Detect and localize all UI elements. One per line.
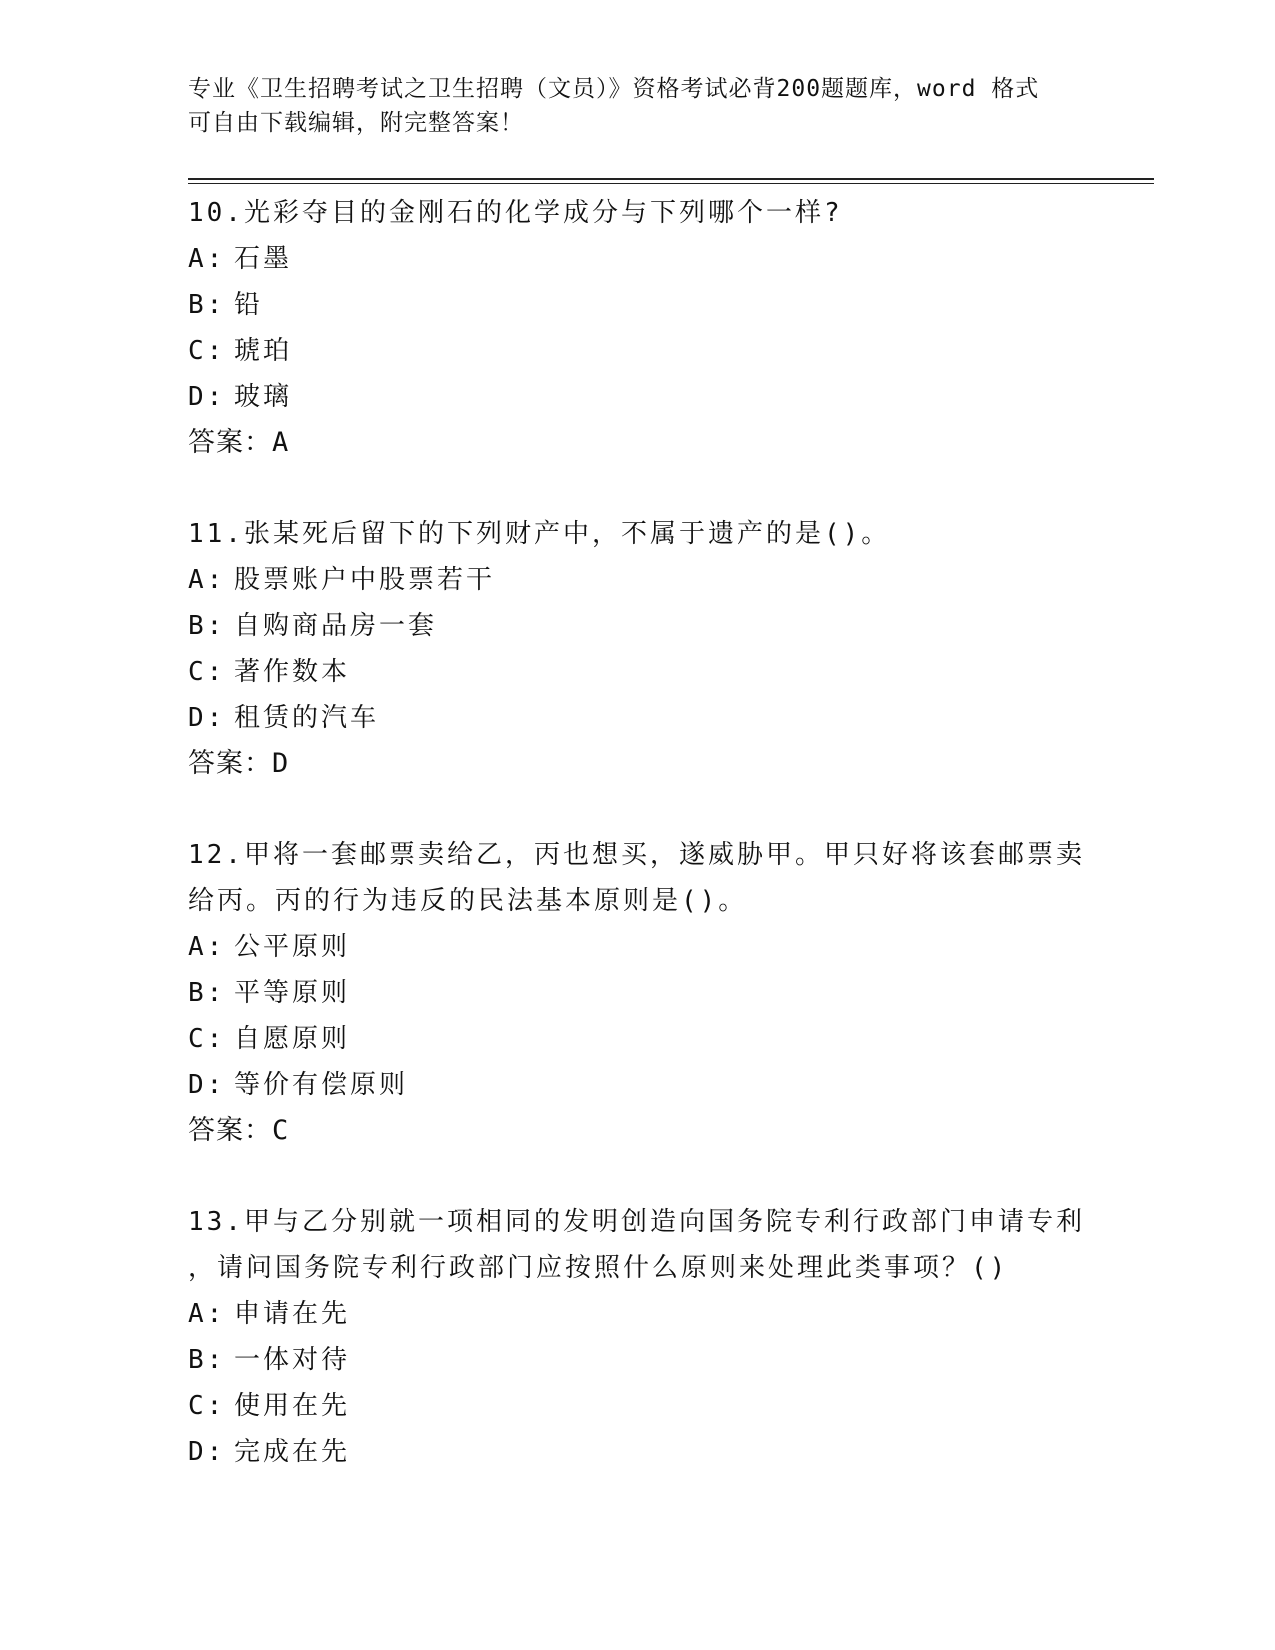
option-text: 玻璃 xyxy=(234,382,293,412)
option-letter: C: xyxy=(188,1391,226,1421)
header-divider-thick xyxy=(188,178,1154,180)
question-stem: 10.光彩夺目的金刚石的化学成分与下列哪个一样? xyxy=(188,198,843,228)
question-list xyxy=(188,190,1088,1475)
option-b xyxy=(188,1337,1088,1383)
option-text: 申请在先 xyxy=(234,1299,351,1329)
option-text: 公平原则 xyxy=(234,932,351,962)
option-d xyxy=(188,695,1088,741)
option-letter: B: xyxy=(188,978,226,1008)
option-c xyxy=(188,649,1088,695)
option-b xyxy=(188,970,1088,1016)
option-a xyxy=(188,236,1088,282)
option-text: 石墨 xyxy=(234,244,293,274)
option-text: 使用在先 xyxy=(234,1391,351,1421)
option-text: 自购商品房一套 xyxy=(234,611,438,641)
option-letter: C: xyxy=(188,657,226,687)
option-letter: D: xyxy=(188,703,226,733)
option-letter: A: xyxy=(188,932,226,962)
header-line-2: 可自由下载编辑，附完整答案！ xyxy=(188,110,524,136)
option-a xyxy=(188,1291,1088,1337)
option-c xyxy=(188,1016,1088,1062)
option-text: 完成在先 xyxy=(234,1437,351,1467)
option-text: 租赁的汽车 xyxy=(234,703,380,733)
spacer xyxy=(188,1154,1088,1199)
option-letter: C: xyxy=(188,1024,226,1054)
question-stem-line-1: 12.甲将一套邮票卖给乙，丙也想买，遂威胁甲。甲只好将该套邮票卖 xyxy=(188,840,1085,870)
answer-value: C xyxy=(272,1115,290,1146)
option-letter: B: xyxy=(188,290,226,320)
option-letter: B: xyxy=(188,1345,226,1375)
option-text: 著作数本 xyxy=(234,657,351,687)
option-a xyxy=(188,557,1088,603)
question-stem: 11.张某死后留下的下列财产中，不属于遗产的是()。 xyxy=(188,519,891,549)
option-b xyxy=(188,603,1088,649)
question-stem-line-2: 给丙。丙的行为违反的民法基本原则是()。 xyxy=(188,886,748,916)
question-13 xyxy=(188,1199,1088,1475)
option-letter: C: xyxy=(188,336,226,366)
question-10 xyxy=(188,190,1088,466)
header-line-1: 专业《卫生招聘考试之卫生招聘（文员）》资格考试必背200题题库，word 格式 xyxy=(188,76,1040,102)
option-text: 平等原则 xyxy=(234,978,351,1008)
option-d xyxy=(188,374,1088,420)
question-12 xyxy=(188,832,1088,1154)
question-stem-line-2: ，请问国务院专利行政部门应按照什么原则来处理此类事项？() xyxy=(188,1253,1009,1283)
option-letter: D: xyxy=(188,1437,226,1467)
answer-value: D xyxy=(272,748,290,779)
option-c xyxy=(188,328,1088,374)
answer-line xyxy=(188,741,1088,787)
option-letter: A: xyxy=(188,565,226,595)
option-letter: D: xyxy=(188,382,226,412)
option-d xyxy=(188,1429,1088,1475)
option-a xyxy=(188,924,1088,970)
spacer xyxy=(188,787,1088,832)
question-11 xyxy=(188,511,1088,787)
document-header xyxy=(188,72,1068,140)
spacer xyxy=(188,466,1088,511)
option-text: 铅 xyxy=(234,290,264,320)
option-text: 一体对待 xyxy=(234,1345,351,1375)
answer-label: 答案： xyxy=(188,1115,272,1146)
answer-label: 答案： xyxy=(188,748,272,779)
answer-line xyxy=(188,1108,1088,1154)
option-b xyxy=(188,282,1088,328)
option-text: 自愿原则 xyxy=(234,1024,351,1054)
option-text: 琥珀 xyxy=(234,336,293,366)
option-letter: B: xyxy=(188,611,226,641)
question-stem-line-1: 13.甲与乙分别就一项相同的发明创造向国务院专利行政部门申请专利 xyxy=(188,1207,1085,1237)
answer-value: A xyxy=(272,427,290,458)
option-letter: A: xyxy=(188,244,226,274)
answer-label: 答案： xyxy=(188,427,272,458)
option-letter: A: xyxy=(188,1299,226,1329)
option-text: 股票账户中股票若干 xyxy=(234,565,496,595)
option-d xyxy=(188,1062,1088,1108)
option-letter: D: xyxy=(188,1070,226,1100)
option-c xyxy=(188,1383,1088,1429)
option-text: 等价有偿原则 xyxy=(234,1070,409,1100)
answer-line xyxy=(188,420,1088,466)
header-divider-thin xyxy=(188,183,1154,184)
